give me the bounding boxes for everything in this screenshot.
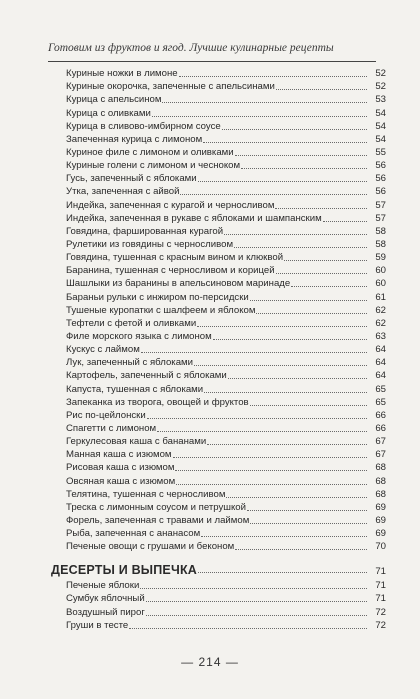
toc-entry [46,93,386,106]
leader-dots [146,600,367,602]
leader-dots [241,167,367,169]
toc-entry-title: Тушеные куропатки с шалфеем и яблоком [66,304,256,316]
toc-entry [46,238,386,251]
header-rule [48,61,376,62]
toc-entry [46,619,386,632]
toc-entry-page: 71 [375,580,386,592]
toc-entry [46,106,386,119]
leader-dots [235,154,367,156]
toc-entry-page: 62 [375,317,386,329]
section-title: ДЕСЕРТЫ И ВЫПЕЧКА [51,563,198,578]
toc-entry-page: 64 [375,344,386,356]
leader-dots [276,88,367,90]
toc-entry-title: Геркулесовая каша с бананами [66,436,207,448]
toc-entry-page: 58 [375,225,386,237]
leader-dots [250,404,367,406]
leader-dots [275,207,367,209]
toc-entry-title: Манная каша с изюмом [66,449,172,461]
toc-entry [46,172,386,185]
toc-entry-title: Бараньи рульки с инжиром по-персидски [66,291,249,303]
toc-entry [46,159,386,172]
leader-dots [276,272,367,274]
toc-entry [46,317,386,330]
leader-dots [284,259,367,261]
toc-entry [46,527,386,540]
toc-entry [46,264,386,277]
toc-entry [46,277,386,290]
toc-entry-page: 56 [375,160,386,172]
toc-entry-page: 61 [375,291,386,303]
toc-entry [46,435,386,448]
leader-dots [198,571,367,573]
toc-entry [46,212,386,225]
toc-entry-page: 56 [375,186,386,198]
toc-entry-page: 68 [375,475,386,487]
leader-dots [173,456,367,458]
leader-dots [250,522,367,524]
toc-entry-page: 70 [375,541,386,553]
leader-dots [203,141,367,143]
leader-dots [323,220,367,222]
toc-entry-title: Куриные окорочка, запеченные с апельсинами [66,81,275,93]
toc-entry-title: Картофель, запеченный с яблоками [66,370,227,382]
toc-entry-page: 52 [375,68,386,80]
toc-entry [46,605,386,618]
leader-dots [198,180,367,182]
toc-entry-page: 71 [375,593,386,605]
toc-entry-page: 53 [375,94,386,106]
toc-entry-title: Говядина, тушенная с красным вином и клюквой [66,252,284,264]
leader-dots [147,417,367,419]
leader-dots [204,391,367,393]
leader-dots [250,299,367,301]
leader-dots [228,377,367,379]
toc-entry-title: Курица в сливово-имбирном соусе [66,120,221,132]
leader-dots [234,246,367,248]
toc-entry-page: 54 [375,133,386,145]
toc-entry-title: Лук, запеченный с яблоками [66,357,193,369]
toc-entry-page: 67 [375,449,386,461]
toc-entry-page: 56 [375,173,386,185]
toc-entry [46,488,386,501]
toc-entry-page: 63 [375,330,386,342]
toc-entry-title: Тефтели с фетой и оливками [66,317,197,329]
toc-entry-page: 65 [375,383,386,395]
toc-entry [46,146,386,159]
leader-dots [152,115,367,117]
toc-entry [46,185,386,198]
leader-dots [256,312,367,314]
toc-entry-page: 68 [375,488,386,500]
toc-entry [46,120,386,133]
toc-entry-title: Говядина, фаршированная курагой [66,225,224,237]
toc-entry-title: Запеченная курица с лимоном [66,133,203,145]
toc-entry-title: Телятина, тушенная с черносливом [66,488,226,500]
toc-entry-page: 57 [375,212,386,224]
running-title: Готовим из фруктов и ягод. Лучшие кулинарные рецепты [48,42,334,54]
leader-dots [146,614,367,616]
toc-entry [46,448,386,461]
toc-entry-page: 68 [375,462,386,474]
toc-entry-title: Баранина, тушенная с черносливом и корицей [66,265,275,277]
page-number: — 214 — [181,655,239,669]
toc-entry-page: 54 [375,120,386,132]
toc-entry-title: Индейка, запеченная в рукаве с яблоками и шампанским [66,212,322,224]
toc-entry [46,592,386,605]
leader-dots [201,535,367,537]
toc-entry-title: Рисовая каша с изюмом [66,462,175,474]
toc-entry-title: Овсяная каша с изюмом [66,475,176,487]
toc-entry-title: Кускус с лаймом [66,344,140,356]
toc-entry [46,133,386,146]
leader-dots [129,627,367,629]
toc-entry [46,290,386,303]
toc-entry [46,251,386,264]
section-page: 71 [375,566,386,578]
toc-entry-page: 62 [375,304,386,316]
leader-dots [179,75,367,77]
toc-entry-page: 58 [375,238,386,250]
toc-entry-title: Куриное филе с лимоном и оливками [66,146,234,158]
toc-entry-title: Индейка, запеченная с курагой и черносливом [66,199,275,211]
toc-entry [46,343,386,356]
toc-entry-page: 64 [375,370,386,382]
toc-section-heading [46,559,386,577]
toc-entry-title: Утка, запеченная с айвой [66,186,180,198]
toc-entry [46,67,386,80]
toc-entry-title: Куриные голени с лимоном и чесноком [66,160,241,172]
toc-entry [46,540,386,553]
leader-dots [194,364,367,366]
leader-dots [247,509,367,511]
toc-entry-title: Запеканка из творога, овощей и фруктов [66,396,249,408]
toc-entry-page: 69 [375,514,386,526]
toc-entry-page: 72 [375,619,386,631]
leader-dots [141,351,367,353]
leader-dots [226,496,367,498]
toc-entry-title: Рыба, запеченная с ананасом [66,528,201,540]
toc-entry-page: 52 [375,81,386,93]
toc-entry-title: Рис по-цейлонски [66,409,146,421]
toc-entry [46,396,386,409]
toc-entry-title: Печеные овощи с грушами и беконом [66,541,235,553]
toc-list [46,67,386,553]
leader-dots [197,325,367,327]
toc-entry-title: Сумбук яблочный [66,593,145,605]
toc-entry-page: 55 [375,146,386,158]
toc-entry-page: 66 [375,409,386,421]
toc-entry [46,461,386,474]
toc-entry-title: Спагетти с лимоном [66,422,157,434]
toc-entry-page: 66 [375,422,386,434]
toc-entry [46,356,386,369]
toc-entry-title: Шашлыки из баранины в апельсиновом маринаде [66,278,291,290]
toc-entry-title: Капуста, тушенная с яблоками [66,383,204,395]
toc-entry [46,382,386,395]
toc-entry-title: Курица с оливками [66,107,151,119]
leader-dots [291,285,367,287]
toc-entry-page: 60 [375,278,386,290]
table-of-contents [46,67,386,632]
toc-entry-page: 69 [375,528,386,540]
toc-entry [46,80,386,93]
toc-entry-title: Печеные яблоки [66,580,140,592]
leader-dots [235,548,367,550]
leader-dots [176,483,367,485]
toc-entry-title: Курица с апельсином [66,94,162,106]
toc-entry [46,579,386,592]
toc-entry-page: 65 [375,396,386,408]
toc-entry-page: 59 [375,252,386,264]
toc-entry-page: 57 [375,199,386,211]
toc-entry-page: 60 [375,265,386,277]
toc-entry-title: Треска с лимонным соусом и петрушкой [66,501,246,513]
toc-entry-title: Куриные ножки в лимоне [66,68,178,80]
toc-entry [46,409,386,422]
leader-dots [175,469,367,471]
toc-entry [46,501,386,514]
toc-entry-page: 69 [375,501,386,513]
toc-entry [46,474,386,487]
leader-dots [222,128,367,130]
toc-entry [46,225,386,238]
leader-dots [162,101,367,103]
leader-dots [213,338,367,340]
leader-dots [157,430,367,432]
leader-dots [224,233,367,235]
toc-entry [46,304,386,317]
toc-entry-title: Гусь, запеченный с яблоками [66,173,197,185]
toc-entry [46,514,386,527]
toc-entry-page: 64 [375,357,386,369]
toc-entry-title: Филе морского языка с лимоном [66,330,212,342]
toc-list-desserts [46,579,386,632]
toc-entry [46,330,386,343]
toc-entry [46,198,386,211]
toc-entry-page: 72 [375,606,386,618]
toc-entry-title: Воздушный пирог [66,606,145,618]
toc-entry [46,369,386,382]
toc-entry-page: 67 [375,436,386,448]
toc-entry-title: Груши в тесте [66,619,129,631]
toc-entry-title: Рулетики из говядины с черносливом [66,238,234,250]
toc-entry [46,422,386,435]
leader-dots [180,193,367,195]
toc-entry-page: 54 [375,107,386,119]
leader-dots [140,587,367,589]
leader-dots [207,443,367,445]
toc-entry-title: Форель, запеченная с травами и лаймом [66,514,250,526]
